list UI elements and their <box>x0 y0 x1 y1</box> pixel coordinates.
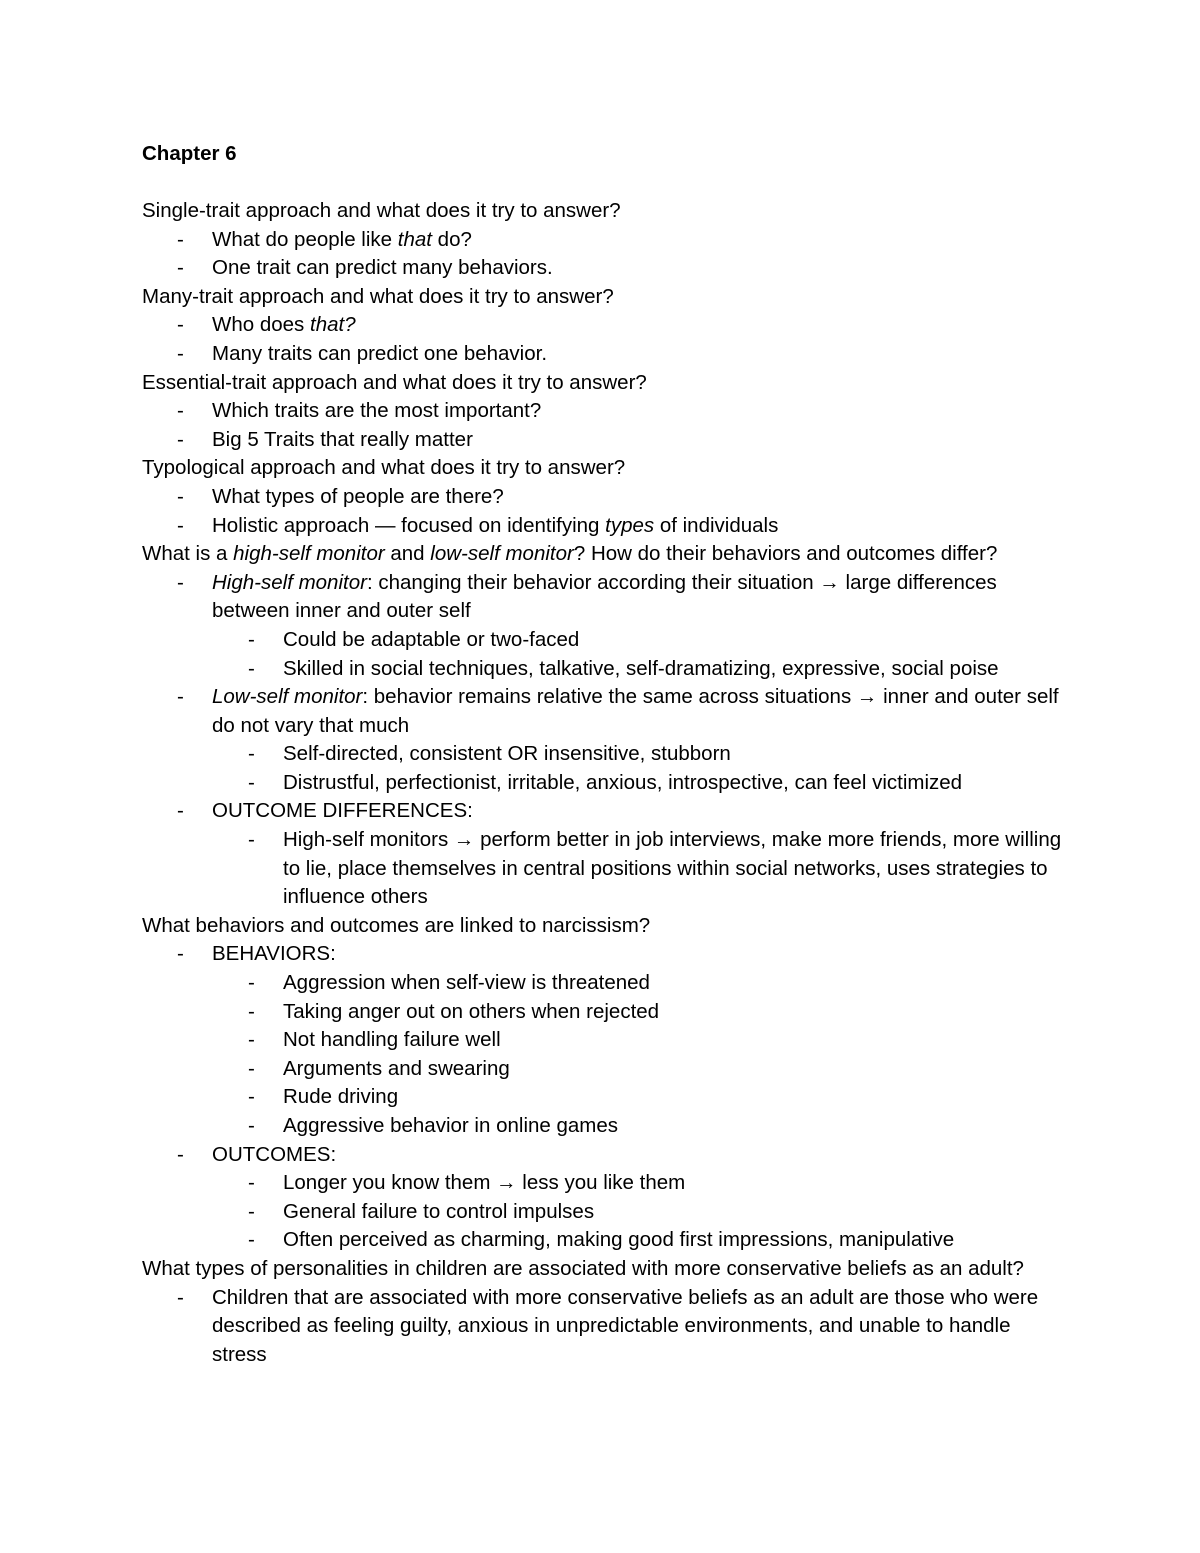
text-segment: of individuals <box>654 513 779 537</box>
bullet-dash: - <box>248 742 255 766</box>
bullet-dash: - <box>177 685 184 709</box>
text-segment: Aggression when self-view is threatened <box>283 971 650 995</box>
bullet-dash: - <box>177 1285 184 1309</box>
list-item <box>142 512 1062 541</box>
emphasis-text: high-self monitor <box>233 542 385 566</box>
page-title: Chapter 6 <box>142 142 237 165</box>
bullet-dash: - <box>248 1028 255 1052</box>
question-essential-trait: Essential-trait approach and what does it try to answer? <box>142 370 647 394</box>
question-many-trait: Many-trait approach and what does it try to answer? <box>142 284 614 308</box>
emphasis-text: types <box>605 513 655 537</box>
emphasis-text: High-self monitor <box>212 570 367 594</box>
bullet-dash: - <box>248 1056 255 1080</box>
bullet-dash: - <box>248 1114 255 1137</box>
emphasis-text: that? <box>310 313 356 337</box>
text-segment: Children that are associated with more conservative beliefs as an adult are those who were described as feeling guilty, anxious in unpredictable environments, and unable to handle stress <box>212 1285 1039 1366</box>
list-item <box>142 1226 1062 1255</box>
list-item <box>142 940 1062 969</box>
list-item <box>142 1055 1062 1084</box>
bullet-dash: - <box>248 1228 255 1252</box>
text-segment: : behavior remains relative the same across situations → inner and outer self do not vary that much <box>212 685 1059 737</box>
document-body <box>142 139 1062 1369</box>
text-segment: OUTCOMES: <box>212 1142 337 1166</box>
bullet-dash: - <box>248 656 255 680</box>
list-item <box>142 340 1062 369</box>
bullet-dash: - <box>248 1199 255 1223</box>
bullet-dash: - <box>177 227 184 251</box>
bullet-dash: - <box>248 999 255 1023</box>
list-item <box>142 226 1062 255</box>
text-segment: What is a <box>142 542 234 566</box>
text-segment: Longer you know them → less you like them <box>283 1171 686 1195</box>
bullet-dash: - <box>248 1085 255 1109</box>
list-item <box>142 1083 1062 1112</box>
bullet-dash: - <box>248 1171 255 1195</box>
question-self-monitor <box>142 540 1062 569</box>
bullet-dash: - <box>177 313 184 337</box>
text-segment: What do people like <box>212 227 398 251</box>
question-children-personalities: What types of personalities in children are associated with more conservative beliefs as an adult? <box>142 1256 1024 1280</box>
bullet-dash: - <box>248 770 255 794</box>
list-item <box>142 740 1062 769</box>
text-segment: Taking anger out on others when rejected <box>283 999 660 1023</box>
emphasis-text: low-self monitor <box>430 542 574 566</box>
list-item <box>142 769 1062 798</box>
list-item <box>142 1284 1062 1370</box>
text-segment: Rude driving <box>283 1085 399 1109</box>
text-segment: Could be adaptable or two-faced <box>283 627 580 651</box>
bullet-dash: - <box>248 828 255 852</box>
text-segment: do? <box>431 227 472 251</box>
question-typological: Typological approach and what does it try to answer? <box>142 456 626 480</box>
list-item <box>142 655 1062 684</box>
list-item <box>142 483 1062 512</box>
list-item <box>142 1198 1062 1227</box>
text-segment: Which traits are the most important? <box>212 399 542 423</box>
text-segment: High-self monitors → perform better in job interviews, make more friends, more willing to lie, place themselves in central positions within social networks, uses strategies to influence others <box>283 828 1062 909</box>
text-segment: and <box>384 542 431 566</box>
text-segment: What types of people are there? <box>212 484 504 508</box>
list-item <box>142 1026 1062 1055</box>
bullet-dash: - <box>248 627 255 651</box>
bullet-dash: - <box>177 942 184 966</box>
bullet-dash: - <box>177 513 184 537</box>
text-segment: Often perceived as charming, making good first impressions, manipulative <box>283 1228 955 1252</box>
question-single-trait: Single-trait approach and what does it try to answer? <box>142 199 621 222</box>
text-segment: Who does <box>212 313 310 337</box>
bullet-dash: - <box>248 971 255 995</box>
list-item <box>142 397 1062 426</box>
text-segment: BEHAVIORS: <box>212 942 336 966</box>
bullet-dash: - <box>177 570 184 594</box>
bullet-dash: - <box>177 399 184 423</box>
text-segment: : changing their behavior according their situation → large differences between inner and outer self <box>212 570 997 623</box>
text-segment: Distrustful, perfectionist, irritable, anxious, introspective, can feel victimized <box>283 770 963 794</box>
list-item <box>142 969 1062 998</box>
text-segment: Not handling failure well <box>283 1028 501 1052</box>
text-segment: One trait can predict many behaviors. <box>212 256 553 280</box>
list-item <box>142 626 1062 655</box>
bullet-dash: - <box>177 256 184 280</box>
list-item <box>142 1112 1062 1141</box>
text-segment: Arguments and swearing <box>283 1056 510 1080</box>
list-item <box>142 254 1062 283</box>
emphasis-text: Low-self monitor <box>212 685 363 709</box>
text-segment: OUTCOME DIFFERENCES: <box>212 799 473 823</box>
list-item <box>142 311 1062 340</box>
text-segment: General failure to control impulses <box>283 1199 595 1223</box>
text-segment: Big 5 Traits that really matter <box>212 427 473 451</box>
list-item <box>142 569 1062 626</box>
bullet-dash: - <box>177 1142 184 1166</box>
list-item <box>142 1169 1062 1198</box>
text-segment: Skilled in social techniques, talkative, self-dramatizing, expressive, social poise <box>283 656 999 680</box>
text-segment: ? How do their behaviors and outcomes differ? <box>573 542 998 566</box>
bullet-dash: - <box>177 427 184 451</box>
question-narcissism: What behaviors and outcomes are linked to narcissism? <box>142 913 651 937</box>
text-segment: Many traits can predict one behavior. <box>212 341 548 365</box>
list-item <box>142 826 1062 912</box>
list-item <box>142 683 1062 740</box>
bullet-dash: - <box>177 341 184 365</box>
text-segment: Holistic approach — focused on identifying <box>212 513 606 537</box>
list-item <box>142 1141 1062 1170</box>
emphasis-text: that <box>397 227 432 251</box>
bullet-dash: - <box>177 484 184 508</box>
list-item <box>142 426 1062 455</box>
text-segment: Self-directed, consistent OR insensitive, stubborn <box>283 742 731 766</box>
bullet-dash: - <box>177 799 184 823</box>
list-item <box>142 998 1062 1027</box>
text-segment: Aggressive behavior in online games <box>283 1114 619 1137</box>
list-item <box>142 797 1062 826</box>
